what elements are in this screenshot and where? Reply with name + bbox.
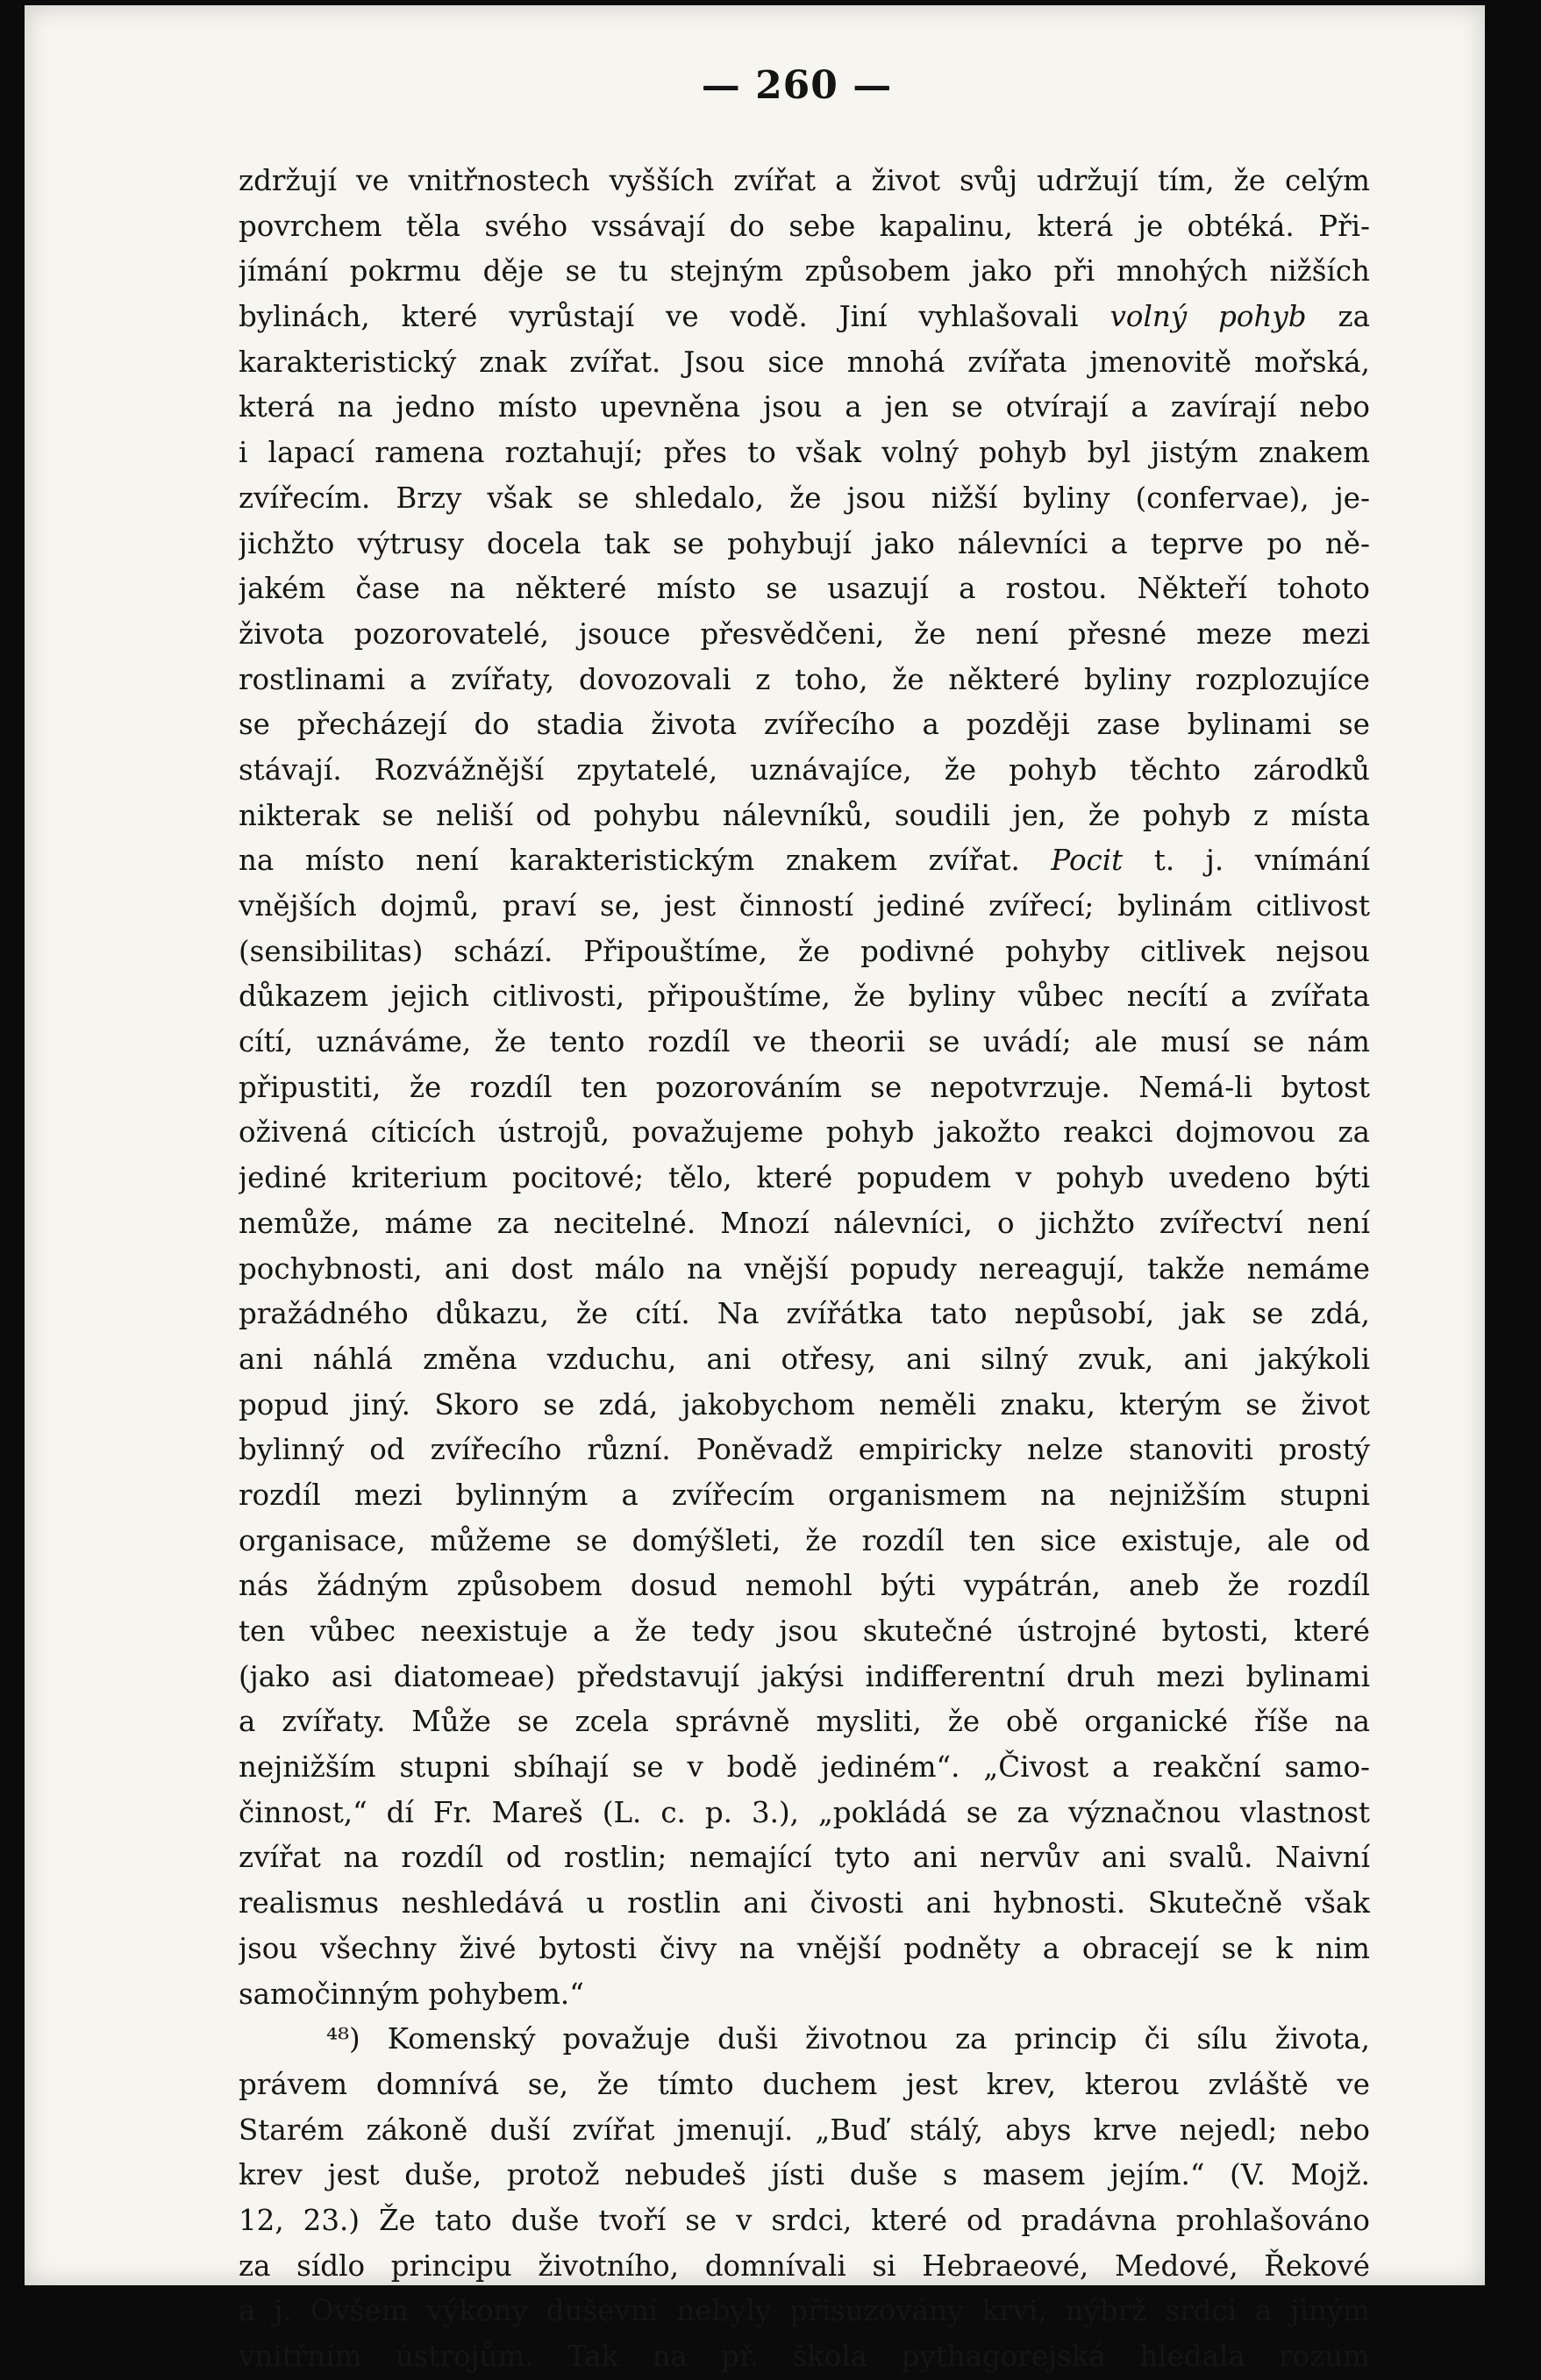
italic-phrase: Pocit (1051, 844, 1124, 878)
text-line: zvířat na rozdíl od rostlin; nemající tyto ani nervův ani svalů. Naivní (239, 1841, 1370, 1875)
text-line: za sídlo principu životního, domnívali si Hebraeové, Medové, Řekové (239, 2248, 1370, 2283)
text-line (239, 838, 1370, 884)
text-line: bylinný od zvířecího různí. Poněvadž empiricky nelze stanoviti prostý (239, 1433, 1370, 1467)
text-line: se přecházejí do stadia života zvířecího a později zase bylinami se (239, 708, 1370, 742)
text-line: která na jedno místo upevněna jsou a jen se otvírají a zavírají nebo (239, 390, 1370, 424)
text-line: povrchem těla svého vssávají do sebe kapalinu, která je obtéká. Při- (239, 209, 1370, 243)
text-line: nemůže, máme za necitelné. Mnozí nálevníci, o jichžto zvířectví není (239, 1206, 1370, 1240)
text-fragment: t. j. vnímání (1123, 844, 1370, 878)
text-line: jakém čase na některé místo se usazují a rostou. Někteří tohoto (239, 572, 1370, 606)
text-line: pochybnosti, ani dost málo na vnější popudy nereagují, takže nemáme (239, 1251, 1370, 1286)
text-line: organisace, můžeme se domýšleti, že rozdíl ten sice existuje, ale od (239, 1523, 1370, 1557)
footnote-start-line: ⁴⁸) Komenský považuje duši životnou za princip či sílu života, (326, 2022, 1370, 2056)
text-line: cítí, uznáváme, že tento rozdíl ve theorii se uvádí; ale musí se nám (239, 1025, 1370, 1059)
text-line: i lapací ramena roztahují; přes to však volný pohyb byl jistým znakem (239, 436, 1370, 470)
text-line: popud jiný. Skoro se zdá, jakobychom neměli znaku, kterým se život (239, 1387, 1370, 1422)
text-line: rostlinami a zvířaty, dovozovali z toho, že některé byliny rozplozujíce (239, 662, 1370, 696)
text-fragment: na místo není karakteristickým znakem zvířat. (239, 844, 1052, 878)
text-line: nejnižším stupni sbíhají se v bodě jediném“. „Čivost a reakční samo- (239, 1750, 1370, 1785)
text-line: činnost,“ dí Fr. Mareš (L. c. p. 3.), „pokládá se za význačnou vlastnost (239, 1795, 1370, 1829)
text-line: (jako asi diatomeae) představují jakýsi indifferentní druh mezi bylinami (239, 1659, 1370, 1693)
text-line: ten vůbec neexistuje a že tedy jsou skutečné ústrojné bytosti, které (239, 1614, 1370, 1648)
text-line: stávají. Rozvážnější zpytatelé, uznávajíce, že pohyb těchto zárodků (239, 752, 1370, 787)
text-line: nikterak se neliší od pohybu nálevníků, soudili jen, že pohyb z místa (239, 798, 1370, 832)
text-line: vnitřním ústrojům. Tak na př. škola pythagorejská hledala rozum (239, 2340, 1370, 2373)
text-line: oživená cíticích ústrojů, považujeme pohyb jakožto reakci dojmovou za (239, 1115, 1370, 1150)
text-fragment: za (1306, 300, 1370, 334)
text-line: realismus neshledává u rostlin ani čivosti ani hybnosti. Skutečně však (239, 1886, 1370, 1920)
text-line: zvířecím. Brzy však se shledalo, že jsou nižší byliny (confervae), je- (239, 481, 1370, 515)
scanned-page (25, 5, 1485, 2373)
body-text (239, 159, 1370, 2380)
text-line: připustiti, že rozdíl ten pozorováním se nepotvrzuje. Nemá-li bytost (239, 1070, 1370, 1104)
text-line (239, 295, 1370, 340)
text-line: pražádného důkazu, že cítí. Na zvířátka tato nepůsobí, jak se zdá, (239, 1297, 1370, 1331)
italic-phrase: volný pohyb (1109, 300, 1307, 334)
text-line: samočinným pohybem.“ (239, 1977, 584, 2011)
text-line: jímání pokrmu děje se tu stejným způsobem jako při mnohých nižších (239, 254, 1370, 289)
text-line: a zvířaty. Může se zcela správně mysliti, že obě organické říše na (239, 1705, 1370, 1739)
text-line: 12, 23.) Že tato duše tvoří se v srdci, které od pradávna prohlašováno (239, 2203, 1370, 2237)
text-line: karakteristický znak zvířat. Jsou sice mnohá zvířata jmenovitě mořská, (239, 345, 1370, 379)
text-line: krev jest duše, protož nebudeš jísti duše s masem jejím.“ (V. Mojž. (239, 2158, 1370, 2192)
text-line: rozdíl mezi bylinným a zvířecím organismem na nejnižším stupni (239, 1478, 1370, 1512)
text-line: vnějších dojmů, praví se, jest činností jediné zvířecí; bylinám citlivost (239, 889, 1370, 923)
text-line: důkazem jejich citlivosti, připouštíme, že byliny vůbec necítí a zvířata (239, 980, 1370, 1014)
text-line: jichžto výtrusy docela tak se pohybují jako nálevníci a teprve po ně- (239, 526, 1370, 560)
text-line: zdržují ve vnitřnostech vyšších zvířat a život svůj udržují tím, že celým (239, 164, 1370, 197)
text-fragment: bylinách, které vyrůstají ve vodě. Jiní vyhlašovali (239, 300, 1110, 334)
page-number: — 260 — (701, 63, 893, 108)
text-line: jsou všechny živé bytosti čivy na vnější podněty a obracejí se k nim (239, 1931, 1370, 1965)
text-line: života pozorovatelé, jsouce přesvědčeni, že není přesné meze mezi (239, 616, 1370, 651)
text-line: (sensibilitas) schází. Připouštíme, že podivné pohyby citlivek nejsou (239, 934, 1370, 968)
text-line: jediné kriterium pocitové; tělo, které popudem v pohyb uvedeno býti (239, 1161, 1370, 1195)
scan-border (1485, 0, 1541, 2292)
text-line: právem domnívá se, že tímto duchem jest krev, kterou zvláště ve (239, 2067, 1370, 2101)
text-line: nás žádným způsobem dosud nemohl býti vypátrán, aneb že rozdíl (239, 1569, 1370, 1603)
text-line: ani náhlá změna vzduchu, ani otřesy, ani silný zvuk, ani jakýkoli (239, 1342, 1370, 1376)
text-line: Starém zákoně duší zvířat jmenují. „Buď stálý, abys krve nejedl; nebo (239, 2113, 1370, 2147)
text-line: a j. Ovšem výkony duševní nebyly přisuzovány krvi, nýbrž srdci a jiným (239, 2294, 1370, 2328)
